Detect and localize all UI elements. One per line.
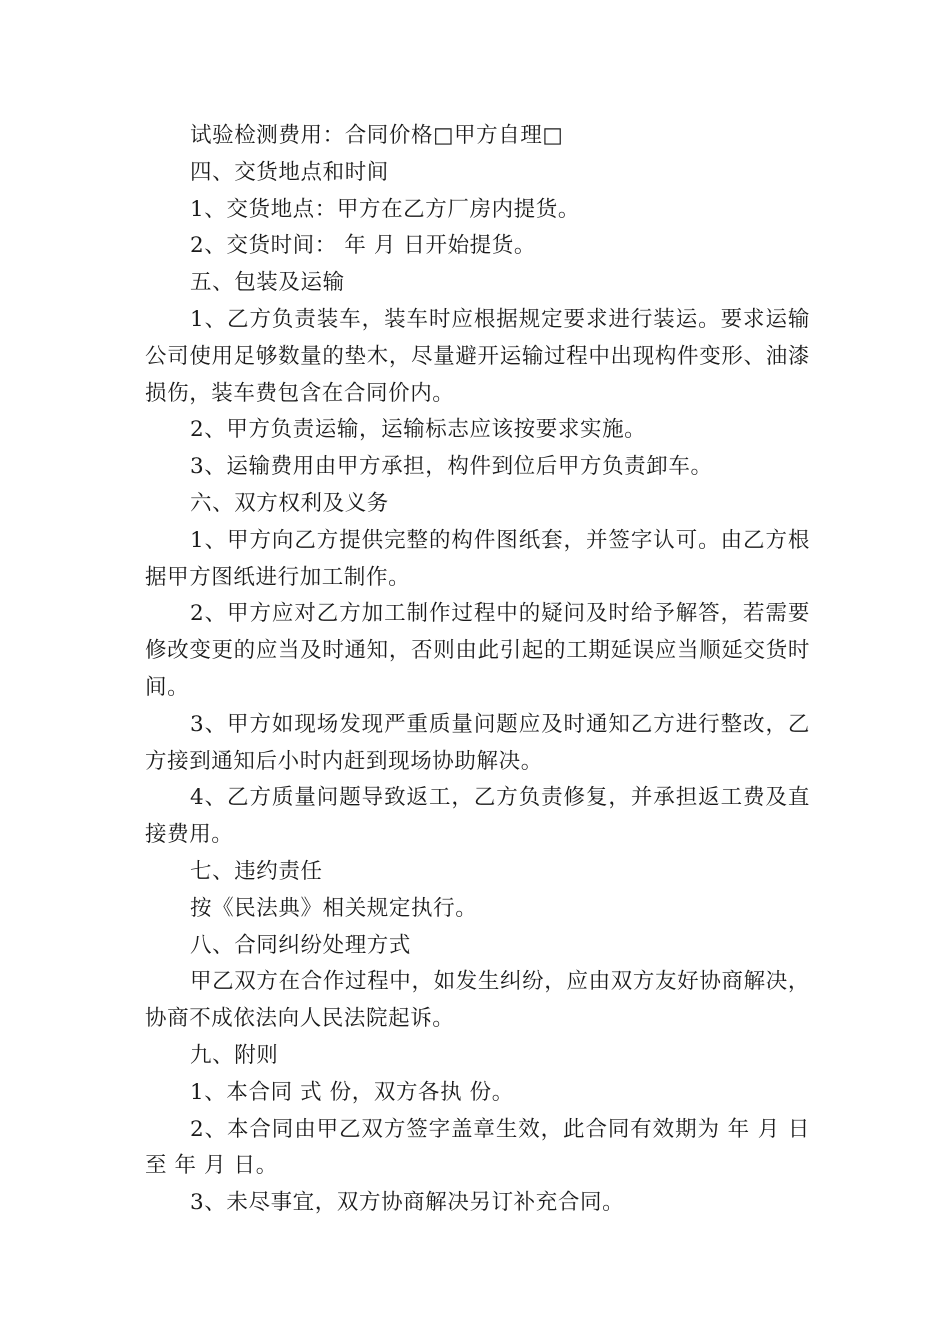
testing-fee-line: 试验检测费用：合同价格□甲方自理□ [190, 123, 564, 148]
supplementary-clause-1: 1、本合同 式 份，双方各执 份。 [190, 1079, 514, 1105]
breach-clause: 按《民法典》相关规定执行。 [190, 895, 478, 921]
section-heading-breach: 七、违约责任 [190, 858, 323, 884]
delivery-time: 2、交货时间： 年 月 日开始提货。 [190, 233, 536, 259]
delivery-location: 1、交货地点：甲方在乙方厂房内提货。 [190, 196, 580, 222]
section-heading-dispute: 八、合同纠纷处理方式 [190, 932, 412, 958]
contract-body [145, 118, 810, 1222]
section-heading-delivery: 四、交货地点和时间 [190, 159, 389, 185]
packaging-clause-1: 1、乙方负责装车，装车时应根据规定要求进行装运。要求运输公司使用足够数量的垫木，尽量避开运输过程中出现构件变形、油漆损伤，装车费包含在合同价内。 [145, 306, 810, 406]
supplementary-clause-2: 2、本合同由甲乙双方签字盖章生效，此合同有效期为 年 月 日至 年 月 日。 [145, 1116, 810, 1179]
packaging-clause-2: 2、甲方负责运输，运输标志应该按要求实施。 [190, 417, 647, 443]
section-heading-rights: 六、双方权利及义务 [190, 490, 389, 516]
supplementary-clause-3: 3、未尽事宜，双方协商解决另订补充合同。 [190, 1190, 625, 1216]
rights-clause-4: 4、乙方质量问题导致返工，乙方负责修复，并承担返工费及直接费用。 [145, 785, 810, 848]
section-heading-packaging: 五、包装及运输 [190, 270, 345, 296]
packaging-clause-3: 3、运输费用由甲方承担，构件到位后甲方负责卸车。 [190, 454, 713, 480]
section-heading-supplementary: 九、附则 [190, 1042, 279, 1068]
rights-clause-2: 2、甲方应对乙方加工制作过程中的疑问及时给予解答，若需要修改变更的应当及时通知，否则由此引起的工期延误应当顺延交货时间。 [145, 601, 810, 700]
rights-clause-1: 1、甲方向乙方提供完整的构件图纸套，并签字认可。由乙方根据甲方图纸进行加工制作。 [145, 527, 810, 590]
rights-clause-3: 3、甲方如现场发现严重质量问题应及时通知乙方进行整改，乙方接到通知后小时内赶到现场协助解决。 [145, 711, 810, 774]
dispute-clause: 甲乙双方在合作过程中，如发生纠纷，应由双方友好协商解决，协商不成依法向人民法院起诉。 [145, 969, 810, 1032]
